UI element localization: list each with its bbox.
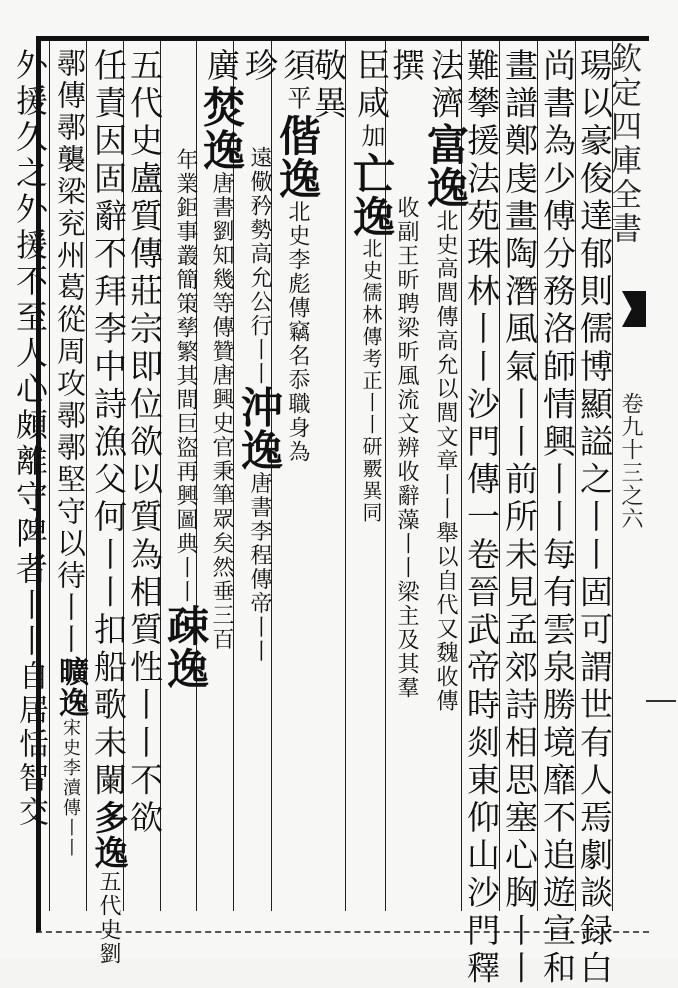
annotation-text: 北史高閭傳高允以閭文章丨丨舉以自代又魏收傳 bbox=[433, 209, 458, 714]
column-text: 畫譜鄭虔畫陶潛風氣丨丨前所未見孟郊詩相思塞心胸丨丨 bbox=[500, 48, 539, 988]
margin-divider bbox=[646, 700, 676, 702]
entry-heading-duoyi: 多逸 bbox=[88, 800, 128, 870]
entry-heading-chongyi: 沖逸 bbox=[235, 385, 284, 472]
column-prefix: 法濟 bbox=[426, 48, 465, 124]
annotation-text: 宋史李瀆傳丨丨 bbox=[60, 718, 81, 858]
text-column-11 bbox=[197, 48, 246, 652]
entry-heading-kuangyi: 曠逸 bbox=[53, 656, 88, 718]
column-prefix: 珍 bbox=[240, 48, 279, 86]
column-text: 五代史盧質傳莊宗即位欲以質為相質性丨丨不欲 bbox=[125, 48, 164, 838]
annotation-text: 五代史劉 bbox=[96, 870, 121, 966]
entry-heading-fuyi: 富逸 bbox=[421, 123, 470, 210]
column-text: 任責因固辭不拜李中詩漁父何丨丨扣船歌未闌 bbox=[89, 48, 128, 800]
margin-juan-number: 卷九十三之六 bbox=[618, 392, 643, 530]
entry-heading-fenyi: 焚逸 bbox=[197, 85, 246, 172]
annotation-text: 遠儆矜勢高允公行丨丨 bbox=[247, 145, 272, 386]
column-suffix: 加 bbox=[357, 123, 385, 152]
text-column-16 bbox=[11, 48, 49, 830]
text-column-12 bbox=[161, 48, 210, 690]
annotation-text: 北史儒林傳考正丨丨研覈異同 bbox=[359, 237, 383, 524]
margin-book-title: 欽定四庫全書 bbox=[605, 42, 641, 246]
annotation-text: 自居恬智交 bbox=[13, 660, 48, 830]
entry-heading-wangyi: 亡逸 bbox=[347, 151, 396, 238]
text-column-3 bbox=[500, 48, 539, 988]
text-column-6 bbox=[387, 48, 426, 700]
text-column-14 bbox=[88, 48, 128, 966]
annotation-text: 唐書李程傳帝丨丨 bbox=[247, 471, 272, 664]
column-prefix: 撰 bbox=[387, 48, 426, 86]
column-prefix: 敬異 bbox=[309, 48, 348, 124]
column-prefix: 須 bbox=[278, 48, 317, 86]
text-column-1 bbox=[575, 48, 614, 988]
column-suffix: 平 bbox=[283, 85, 311, 115]
entry-heading-shuyi: 疎逸 bbox=[161, 604, 210, 690]
column-text: 外援久之外援不至人心頗離守陴者丨丨 bbox=[11, 48, 49, 660]
column-text: 尚書為少傅分務洛師情興丨丨每有雲泉勝境靡不追遊宣和 bbox=[538, 48, 577, 988]
annotation-text: 北史李彪傳竊名忝職身為 bbox=[285, 200, 310, 465]
column-text: 瑒以豪俊達郁則儒博顯謚之丨丨固可謂世有人焉劇談録白 bbox=[575, 48, 614, 988]
text-column-7 bbox=[347, 48, 396, 524]
annotation-text: 唐書劉知幾等傳贊唐興史官秉筆眾矣然垂三百 bbox=[209, 171, 234, 652]
text-column-2 bbox=[538, 48, 577, 988]
column-prefix: 廣 bbox=[202, 48, 241, 86]
text-column-5 bbox=[421, 48, 470, 714]
entry-heading-xieyi: 偕逸 bbox=[273, 114, 322, 201]
column-rule bbox=[345, 41, 346, 911]
text-column-15 bbox=[53, 48, 88, 858]
column-rule bbox=[49, 41, 50, 911]
annotation-text: 收副王昕聘梁昕風流文辨收辭藻丨丨梁主及其羣 bbox=[394, 195, 419, 700]
text-column-13 bbox=[125, 48, 164, 838]
column-text: 鄩傳鄩襲梁兖州葛從周攻鄩鄩堅守以待丨丨 bbox=[53, 48, 87, 656]
column-prefix: 臣咸 bbox=[352, 48, 391, 124]
column-text: 難攀援法苑珠林丨丨沙門傳一卷晉武帝時剡東仰山沙門釋 bbox=[462, 48, 501, 988]
annotation-text: 年業鉅事叢簡策孳繁其間巨盜再興圖典丨丨 bbox=[173, 148, 198, 604]
